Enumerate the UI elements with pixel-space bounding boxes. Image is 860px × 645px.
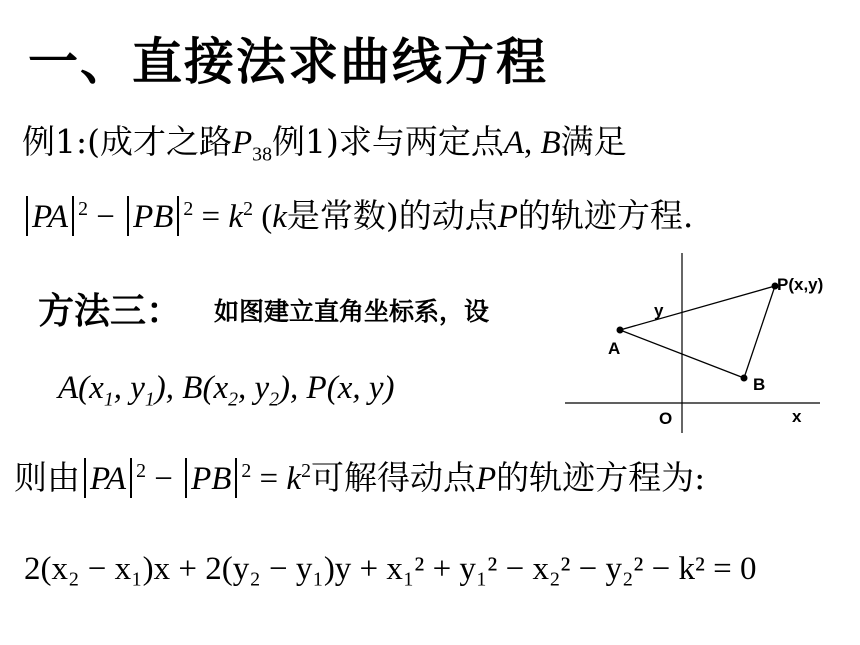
equation-formula: 2(x₂ − x₁)x + 2(y₂ − y₁)y + x₁² + y₁² − x₂² − y₂² − k² = 0 (24, 551, 757, 587)
method-text: 如图建立直角坐标系，设 (214, 297, 490, 326)
example-b: B (540, 125, 561, 161)
example-line (22, 116, 627, 167)
abs-bar (130, 458, 132, 498)
cond-p: P (497, 199, 518, 235)
cond-is-const: 是常数)的动点 (286, 196, 498, 235)
example-p-sub: 38 (252, 143, 272, 166)
result-k: k (286, 461, 302, 497)
cond-exp-3: 2 (243, 198, 253, 220)
point-b (741, 375, 748, 382)
result-exp-1: 2 (136, 460, 146, 482)
cond-trail: 的轨迹方程. (517, 196, 694, 235)
abs-bar (26, 196, 28, 236)
example-suffix2: 满足 (560, 122, 627, 161)
result-trail: 的轨迹方程为: (496, 458, 706, 497)
label-x-axis: x (792, 407, 802, 426)
pt-y1: y (130, 370, 145, 406)
abs-bar (177, 196, 179, 236)
pt-p: P (306, 370, 327, 406)
method-heading: 方法三： (38, 291, 183, 332)
result-pa: PA (90, 461, 127, 497)
sub-1: 1 (144, 388, 155, 411)
result-line (14, 452, 705, 499)
example-p: P (232, 125, 253, 161)
sub-2: 2 (269, 388, 280, 411)
pt-x2: x (213, 370, 229, 406)
sub-1: 1 (103, 388, 114, 411)
cond-paren: ( (252, 199, 273, 235)
example-prefix: 例1:(成才之路 (22, 122, 232, 161)
result-p: P (475, 461, 497, 497)
pt-y2: y (254, 370, 270, 406)
page-title: 一、直接法求曲线方程 (28, 33, 548, 91)
pt-y: y (368, 370, 384, 406)
abs-bar (72, 196, 74, 236)
result-pb: PB (191, 461, 232, 497)
result-eq: = (251, 461, 287, 497)
abs-bar (235, 458, 237, 498)
label-y-axis: y (654, 301, 664, 320)
cond-k: k (228, 199, 244, 235)
sub-2: 2 (228, 388, 238, 411)
point-a (617, 327, 624, 334)
points-line: $A(x_1$, $y_1$), $B(x_2$, $y_2$), P(x, y) (58, 370, 395, 411)
result-exp-3: 2 (301, 460, 311, 482)
cond-k2: k (272, 199, 287, 235)
pt-b: B (182, 370, 203, 406)
cond-pb: PB (133, 199, 174, 235)
cond-minus: − (87, 199, 124, 235)
coordinate-diagram (560, 248, 850, 438)
cond-eq: = (193, 199, 229, 235)
example-suffix1: 例1)求与两定点 (271, 122, 504, 161)
label-a: A (608, 339, 621, 358)
result-minus: − (145, 461, 182, 497)
pt-x: x (337, 370, 353, 406)
cond-exp-2: 2 (183, 198, 194, 220)
triangle-pab (620, 286, 775, 378)
result-prefix: 则由 (14, 458, 80, 497)
result-mid: 可解得动点 (310, 458, 476, 497)
example-a: A (503, 125, 524, 161)
label-origin: O (659, 409, 673, 428)
abs-bar (127, 196, 129, 236)
result-exp-2: 2 (241, 460, 252, 482)
pt-a: A (58, 370, 79, 406)
condition-line (22, 190, 693, 237)
label-b: B (753, 375, 766, 394)
abs-bar (185, 458, 187, 498)
pt-x1: x (89, 370, 104, 406)
cond-exp-1: 2 (78, 198, 88, 220)
abs-bar (84, 458, 86, 498)
label-p: P(x,y) (777, 275, 824, 294)
cond-pa: PA (32, 199, 69, 235)
example-comma: , (524, 125, 541, 161)
